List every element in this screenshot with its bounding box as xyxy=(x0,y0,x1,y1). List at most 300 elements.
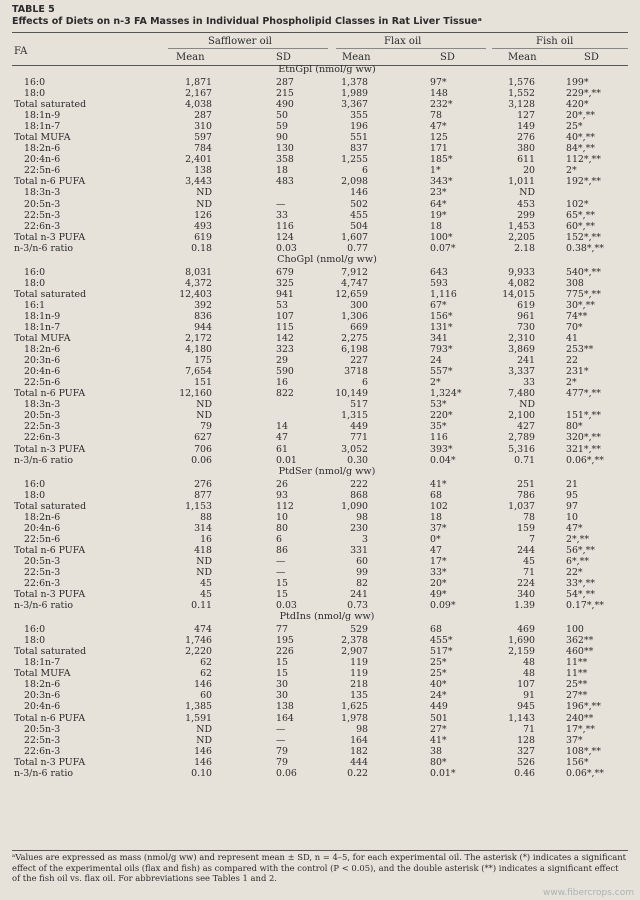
fish-sd-cell: 21 xyxy=(566,478,578,490)
flax-sd-cell: 68 xyxy=(430,489,442,501)
fish-sd-cell: 20*,** xyxy=(566,110,595,122)
fish-sd-cell: 320*,** xyxy=(566,432,601,444)
safflower-sd-cell: 16 xyxy=(276,377,288,389)
safflower-sd-header: SD xyxy=(276,52,291,63)
fish-mean-cell: 48 xyxy=(523,657,535,669)
flax-sd-cell: 53* xyxy=(430,399,447,411)
flax-mean-cell: 449 xyxy=(350,421,368,433)
flax-mean-cell: 1,989 xyxy=(341,88,368,100)
table-row xyxy=(0,578,640,589)
fish-sd-cell: 25* xyxy=(566,121,583,133)
table-row xyxy=(0,176,640,187)
safflower-mean-header: Mean xyxy=(176,52,205,63)
safflower-sd-cell: 77 xyxy=(276,624,288,636)
fish-mean-cell: 45 xyxy=(523,555,535,567)
flax-mean-cell: 1,255 xyxy=(341,154,368,166)
fa-cell: 18:0 xyxy=(24,277,46,289)
fish-sd-cell: 477*,** xyxy=(566,388,601,400)
flax-mean-cell: 1,315 xyxy=(341,410,368,422)
fish-mean-cell: 619 xyxy=(517,299,535,311)
fish-mean-cell: 1,143 xyxy=(508,712,535,724)
safflower-sd-cell: 195 xyxy=(276,635,294,647)
flax-sd-cell: 97* xyxy=(430,77,447,88)
flax-sd-cell: 185* xyxy=(430,154,453,166)
flax-sd-cell: 0.01* xyxy=(430,767,456,779)
fa-cell: Total saturated xyxy=(14,99,87,111)
fish-sd-cell: 112*,** xyxy=(566,154,601,166)
flax-mean-cell: 2,907 xyxy=(341,646,368,658)
table-row xyxy=(0,724,640,735)
safflower-mean-cell: 2,167 xyxy=(185,88,212,100)
fish-mean-cell: 91 xyxy=(523,690,535,702)
fish-sd-cell: 10 xyxy=(566,511,578,523)
fa-cell: Total saturated xyxy=(14,500,87,512)
table-row xyxy=(0,410,640,421)
table-row xyxy=(0,289,640,300)
fa-cell: 16:0 xyxy=(24,624,46,636)
table-row xyxy=(0,455,640,466)
flax-sd-cell: 449 xyxy=(430,701,448,713)
table-row xyxy=(0,210,640,221)
safflower-sd-cell: 15 xyxy=(276,657,288,669)
flax-sd-cell: 1,324* xyxy=(430,388,462,400)
table-row xyxy=(0,344,640,355)
flax-sd-cell: 343* xyxy=(430,176,453,188)
fish-mean-cell: 2,310 xyxy=(508,333,535,345)
fish-mean-cell: 526 xyxy=(517,756,535,768)
table-row xyxy=(0,154,640,165)
fish-sd-cell: 97 xyxy=(566,500,578,512)
flax-mean-cell: 60 xyxy=(356,555,368,567)
safflower-mean-cell: ND xyxy=(196,566,212,578)
flax-mean-cell: 1,378 xyxy=(341,77,368,88)
safflower-mean-cell: 1,746 xyxy=(185,635,212,647)
fa-cell: 18:1n-7 xyxy=(24,121,61,133)
fish-mean-cell: 20 xyxy=(523,165,535,177)
table-row xyxy=(0,679,640,690)
fa-cell: 22:6n-3 xyxy=(24,745,61,757)
table-row xyxy=(0,187,640,198)
fish-sd-cell: 25** xyxy=(566,679,588,691)
safflower-mean-cell: 784 xyxy=(194,143,212,155)
safflower-sd-cell: 490 xyxy=(276,99,294,111)
fish-sd-cell: 460** xyxy=(566,646,594,658)
fish-sd-cell: 240** xyxy=(566,712,594,724)
fish-sd-cell: 65*,** xyxy=(566,209,595,221)
fish-mean-cell: ND xyxy=(519,187,535,199)
fa-cell: 18:3n-3 xyxy=(24,187,61,199)
safflower-mean-cell: 0.10 xyxy=(191,767,212,779)
table-row xyxy=(0,267,640,278)
table-row xyxy=(0,77,640,88)
flax-mean-cell: 517 xyxy=(350,399,368,411)
fish-mean-cell: 224 xyxy=(517,578,535,590)
safflower-mean-cell: 88 xyxy=(200,511,212,523)
safflower-mean-cell: ND xyxy=(196,555,212,567)
safflower-mean-cell: 45 xyxy=(200,589,212,601)
flax-mean-cell: 669 xyxy=(350,321,368,333)
fa-cell: 20:5n-3 xyxy=(24,555,61,567)
safflower-mean-cell: 60 xyxy=(200,690,212,702)
table-row xyxy=(0,143,640,154)
fish-sd-cell: 54*,** xyxy=(566,589,595,601)
safflower-sd-cell: 130 xyxy=(276,143,294,155)
fish-sd-cell: 11** xyxy=(566,657,588,669)
fa-cell: 22:6n-3 xyxy=(24,432,61,444)
fish-mean-cell: 3,337 xyxy=(508,366,535,378)
fish-sd-cell: 11** xyxy=(566,668,588,680)
table-row xyxy=(0,701,640,712)
fish-mean-cell: ND xyxy=(519,399,535,411)
fish-sd-cell: 196*,** xyxy=(566,701,601,713)
flax-sd-cell: 501 xyxy=(430,712,448,724)
safflower-sd-cell: — xyxy=(276,734,286,746)
fish-mean-cell: 730 xyxy=(517,321,535,333)
safflower-mean-cell: ND xyxy=(196,187,212,199)
table-row xyxy=(0,690,640,701)
flax-mean-cell: 529 xyxy=(350,624,368,636)
table-row xyxy=(0,165,640,176)
safflower-sd-cell: 325 xyxy=(276,277,294,289)
safflower-sd-cell: 15 xyxy=(276,578,288,590)
fish-sd-cell: 229*,** xyxy=(566,88,601,100)
safflower-mean-cell: 146 xyxy=(194,679,212,691)
flax-mean-cell: 241 xyxy=(350,589,368,601)
table-body xyxy=(0,64,640,779)
fish-sd-cell: 0.17*,** xyxy=(566,600,604,612)
table-row xyxy=(0,99,640,110)
safflower-mean-cell: 4,180 xyxy=(185,344,212,356)
table-row xyxy=(0,523,640,534)
safflower-mean-cell: 0.18 xyxy=(191,242,212,254)
safflower-mean-cell: ND xyxy=(196,723,212,735)
safflower-sd-cell: 6 xyxy=(276,533,282,545)
safflower-sd-cell: 80 xyxy=(276,522,288,534)
fish-sd-cell: 199* xyxy=(566,77,589,88)
fa-cell: 18:1n-9 xyxy=(24,110,61,122)
safflower-mean-cell: 175 xyxy=(194,355,212,367)
safflower-sd-cell: — xyxy=(276,555,286,567)
safflower-mean-cell: 12,160 xyxy=(179,388,212,400)
flax-mean-cell: 0.77 xyxy=(347,242,368,254)
fish-mean-cell: 107 xyxy=(517,679,535,691)
flax-mean-cell: 146 xyxy=(350,187,368,199)
table-row xyxy=(0,735,640,746)
flax-sd-cell: 557* xyxy=(430,366,453,378)
fish-sd-cell: 17*,** xyxy=(566,723,595,735)
section-title xyxy=(0,466,640,479)
table-row xyxy=(0,232,640,243)
flax-mean-cell: 502 xyxy=(350,198,368,210)
fish-sd-cell: 6*,** xyxy=(566,555,590,567)
fa-cell: 18:2n-6 xyxy=(24,344,61,356)
safflower-mean-cell: 1,385 xyxy=(185,701,212,713)
table-row xyxy=(0,278,640,289)
fish-mean-cell: 2.18 xyxy=(514,242,535,254)
safflower-mean-cell: 706 xyxy=(194,443,212,455)
fish-mean-cell: 251 xyxy=(517,478,535,490)
safflower-sd-cell: 0.03 xyxy=(276,600,297,612)
flax-mean-cell: 119 xyxy=(350,668,368,680)
fish-mean-cell: 0.71 xyxy=(514,454,535,466)
fish-sd-cell: 27** xyxy=(566,690,588,702)
fish-group-rule xyxy=(492,48,628,49)
table-row xyxy=(0,366,640,377)
flax-sd-cell: 18 xyxy=(430,220,442,232)
flax-mean-cell: 227 xyxy=(350,355,368,367)
flax-sd-cell: 131* xyxy=(430,321,453,333)
fish-sd-cell: 321*,** xyxy=(566,443,601,455)
flax-mean-cell: 6 xyxy=(362,377,368,389)
flax-sd-cell: 23* xyxy=(430,187,447,199)
safflower-mean-cell: 619 xyxy=(194,231,212,243)
fa-cell: Total n-3 PUFA xyxy=(14,231,86,243)
flax-sd-cell: 100* xyxy=(430,231,453,243)
table-row xyxy=(0,88,640,99)
safflower-sd-cell: 107 xyxy=(276,310,294,322)
fa-cell: n-3/n-6 ratio xyxy=(14,767,73,779)
fish-mean-cell: 1,037 xyxy=(508,500,535,512)
fa-cell: Total n-3 PUFA xyxy=(14,756,86,768)
flax-sd-cell: 0.09* xyxy=(430,600,456,612)
flax-sd-cell: 148 xyxy=(430,88,448,100)
table-row xyxy=(0,110,640,121)
flax-mean-cell: 2,098 xyxy=(341,176,368,188)
fish-sd-cell: 0.06*,** xyxy=(566,767,604,779)
fa-cell: 18:0 xyxy=(24,635,46,647)
safflower-sd-cell: 79 xyxy=(276,756,288,768)
fish-mean-cell: 128 xyxy=(517,734,535,746)
fish-mean-cell: 453 xyxy=(517,198,535,210)
fa-cell: 16:1 xyxy=(24,299,46,311)
fa-cell: 20:5n-3 xyxy=(24,723,61,735)
safflower-sd-cell: 33 xyxy=(276,209,288,221)
safflower-sd-cell: 112 xyxy=(276,500,294,512)
fish-sd-cell: 192*,** xyxy=(566,176,601,188)
fish-sd-cell: 56*,** xyxy=(566,544,595,556)
safflower-sd-cell: 0.01 xyxy=(276,454,297,466)
flax-sd-cell: 17* xyxy=(430,555,447,567)
flax-sd-cell: 1* xyxy=(430,165,441,177)
safflower-sd-cell: 124 xyxy=(276,231,294,243)
safflower-mean-cell: 2,401 xyxy=(185,154,212,166)
safflower-sd-cell: 53 xyxy=(276,299,288,311)
safflower-mean-cell: 1,153 xyxy=(185,500,212,512)
safflower-sd-cell: 226 xyxy=(276,646,294,658)
fish-mean-cell: 3,128 xyxy=(508,99,535,111)
safflower-sd-cell: 30 xyxy=(276,690,288,702)
flax-mean-cell: 3,052 xyxy=(341,443,368,455)
fish-mean-cell: 14,015 xyxy=(502,288,535,300)
section-title xyxy=(0,611,640,624)
fa-cell: 18:2n-6 xyxy=(24,143,61,155)
safflower-mean-cell: 0.11 xyxy=(191,600,212,612)
fish-sd-cell: 2* xyxy=(566,165,577,177)
flax-mean-cell: 6 xyxy=(362,165,368,177)
fish-sd-cell: 420* xyxy=(566,99,589,111)
flax-mean-cell: 455 xyxy=(350,209,368,221)
fish-mean-cell: 1,690 xyxy=(508,635,535,647)
safflower-mean-cell: 146 xyxy=(194,756,212,768)
safflower-mean-cell: 12,403 xyxy=(179,288,212,300)
flax-sd-cell: 41* xyxy=(430,478,447,490)
flax-mean-cell: 1,306 xyxy=(341,310,368,322)
flax-sd-cell: 18 xyxy=(430,511,442,523)
flax-sd-cell: 102 xyxy=(430,500,448,512)
fish-sd-cell: 84*,** xyxy=(566,143,595,155)
fish-sd-cell: 37* xyxy=(566,734,583,746)
flax-mean-cell: 3 xyxy=(362,533,368,545)
fish-mean-cell: 2,100 xyxy=(508,410,535,422)
safflower-sd-cell: 115 xyxy=(276,321,294,333)
fish-sd-cell: 22* xyxy=(566,566,583,578)
table-row xyxy=(0,432,640,443)
fa-cell: 16:0 xyxy=(24,77,46,88)
flax-mean-cell: 3718 xyxy=(344,366,368,378)
flax-sd-cell: 41* xyxy=(430,734,447,746)
flax-mean-cell: 1,978 xyxy=(341,712,368,724)
fish-mean-cell: 149 xyxy=(517,121,535,133)
safflower-sd-cell: 59 xyxy=(276,121,288,133)
safflower-sd-cell: 215 xyxy=(276,88,294,100)
safflower-mean-cell: 151 xyxy=(194,377,212,389)
safflower-sd-cell: 142 xyxy=(276,333,294,345)
fish-sd-cell: 0.38*,** xyxy=(566,242,604,254)
fa-cell: 18:1n-9 xyxy=(24,310,61,322)
fish-mean-cell: 33 xyxy=(523,377,535,389)
flax-sd-cell: 455* xyxy=(430,635,453,647)
fa-cell: Total n-6 PUFA xyxy=(14,388,86,400)
fish-mean-cell: 611 xyxy=(517,154,535,166)
fish-mean-cell: 2,789 xyxy=(508,432,535,444)
fa-cell: Total n-3 PUFA xyxy=(14,589,86,601)
flax-sd-cell: 393* xyxy=(430,443,453,455)
safflower-mean-cell: 8,031 xyxy=(185,266,212,278)
flax-sd-cell: 643 xyxy=(430,266,448,278)
fish-mean-cell: 9,933 xyxy=(508,266,535,278)
flax-sd-cell: 37* xyxy=(430,522,447,534)
fish-sd-cell: 253** xyxy=(566,344,594,356)
fish-sd-cell: 41 xyxy=(566,333,578,345)
fish-mean-header: Mean xyxy=(508,52,537,63)
fa-cell: n-3/n-6 ratio xyxy=(14,242,73,254)
flax-mean-cell: 98 xyxy=(356,723,368,735)
table-row xyxy=(0,768,640,779)
flax-mean-cell: 218 xyxy=(350,679,368,691)
safflower-mean-cell: 314 xyxy=(194,522,212,534)
safflower-sd-cell: 0.06 xyxy=(276,767,297,779)
flax-sd-cell: 25* xyxy=(430,668,447,680)
flax-mean-cell: 4,747 xyxy=(341,277,368,289)
flax-mean-cell: 1,090 xyxy=(341,500,368,512)
fa-cell: Total n-6 PUFA xyxy=(14,544,86,556)
flax-sd-header: SD xyxy=(440,52,455,63)
fish-sd-cell: 152*,** xyxy=(566,231,601,243)
fish-mean-cell: 961 xyxy=(517,310,535,322)
safflower-sd-cell: 483 xyxy=(276,176,294,188)
fish-sd-cell: 30*,** xyxy=(566,299,595,311)
flax-sd-cell: 156* xyxy=(430,310,453,322)
safflower-sd-cell: 79 xyxy=(276,745,288,757)
safflower-sd-cell: 26 xyxy=(276,478,288,490)
fa-cell: 20:4n-6 xyxy=(24,366,61,378)
flax-mean-cell: 444 xyxy=(350,756,368,768)
table-row xyxy=(0,388,640,399)
fa-cell: 20:4n-6 xyxy=(24,154,61,166)
fa-cell: Total saturated xyxy=(14,646,87,658)
fish-sd-cell: 33*,** xyxy=(566,578,595,590)
safflower-sd-cell: 93 xyxy=(276,489,288,501)
safflower-mean-cell: 16 xyxy=(200,533,212,545)
flax-sd-cell: 80* xyxy=(430,756,447,768)
fa-cell: 20:4n-6 xyxy=(24,701,61,713)
flax-sd-cell: 47 xyxy=(430,544,442,556)
safflower-sd-cell: 30 xyxy=(276,679,288,691)
flax-mean-cell: 0.22 xyxy=(347,767,368,779)
fish-sd-cell: 362** xyxy=(566,635,594,647)
table-row xyxy=(0,355,640,366)
fish-mean-cell: 48 xyxy=(523,668,535,680)
flax-mean-cell: 1,625 xyxy=(341,701,368,713)
table-row xyxy=(0,132,640,143)
fish-mean-cell: 469 xyxy=(517,624,535,636)
flax-mean-cell: 771 xyxy=(350,432,368,444)
table-row xyxy=(0,444,640,455)
section-title xyxy=(0,254,640,267)
safflower-sd-cell: 18 xyxy=(276,165,288,177)
fa-cell: n-3/n-6 ratio xyxy=(14,454,73,466)
fish-mean-cell: 2,159 xyxy=(508,646,535,658)
safflower-mean-cell: 4,038 xyxy=(185,99,212,111)
fish-mean-cell: 71 xyxy=(523,723,535,735)
flax-mean-cell: 196 xyxy=(350,121,368,133)
fa-cell: 18:2n-6 xyxy=(24,511,61,523)
fish-mean-cell: 1,011 xyxy=(508,176,535,188)
fish-mean-cell: 427 xyxy=(517,421,535,433)
flax-mean-cell: 3,367 xyxy=(341,99,368,111)
fa-cell: 20:4n-6 xyxy=(24,522,61,534)
table-row xyxy=(0,421,640,432)
table-footnote: ᵃValues are expressed as mass (nmol/g ww) and represent mean ± SD, n = 4–5, for each experimental oil. The asterisk (*) indicates a significant effect of the experimental oils (flax and fish) as compared with the control (P < 0.05), and the double asterisk (**) indicates a significant effect of the fish oil vs. flax oil. For abbreviations see Tables 1 and 2. xyxy=(12,852,627,883)
flax-sd-cell: 125 xyxy=(430,132,448,144)
fa-cell: 16:0 xyxy=(24,478,46,490)
flax-mean-cell: 182 xyxy=(350,745,368,757)
flax-sd-cell: 78 xyxy=(430,110,442,122)
flax-sd-cell: 0* xyxy=(430,533,441,545)
fa-cell: Total saturated xyxy=(14,288,87,300)
flax-sd-cell: 0.07* xyxy=(430,242,456,254)
flax-sd-cell: 171 xyxy=(430,143,448,155)
safflower-oil-header: Safflower oil xyxy=(208,36,272,47)
watermark: www.fibercrops.com xyxy=(543,888,634,898)
fish-sd-cell: 70* xyxy=(566,321,583,333)
fish-mean-cell: 1,552 xyxy=(508,88,535,100)
flax-mean-cell: 12,659 xyxy=(335,288,368,300)
fish-mean-cell: 276 xyxy=(517,132,535,144)
fa-cell: 18:1n-7 xyxy=(24,657,61,669)
safflower-mean-cell: 138 xyxy=(194,165,212,177)
table-header xyxy=(12,4,628,28)
safflower-mean-cell: 62 xyxy=(200,657,212,669)
fa-cell: 22:5n-3 xyxy=(24,209,61,221)
safflower-sd-cell: — xyxy=(276,723,286,735)
fa-cell: 18:0 xyxy=(24,88,46,100)
fish-sd-cell: 0.06*,** xyxy=(566,454,604,466)
fa-cell: n-3/n-6 ratio xyxy=(14,600,73,612)
safflower-mean-cell: 276 xyxy=(194,478,212,490)
bottom-rule xyxy=(12,850,628,851)
fa-cell: Total MUFA xyxy=(14,333,71,345)
